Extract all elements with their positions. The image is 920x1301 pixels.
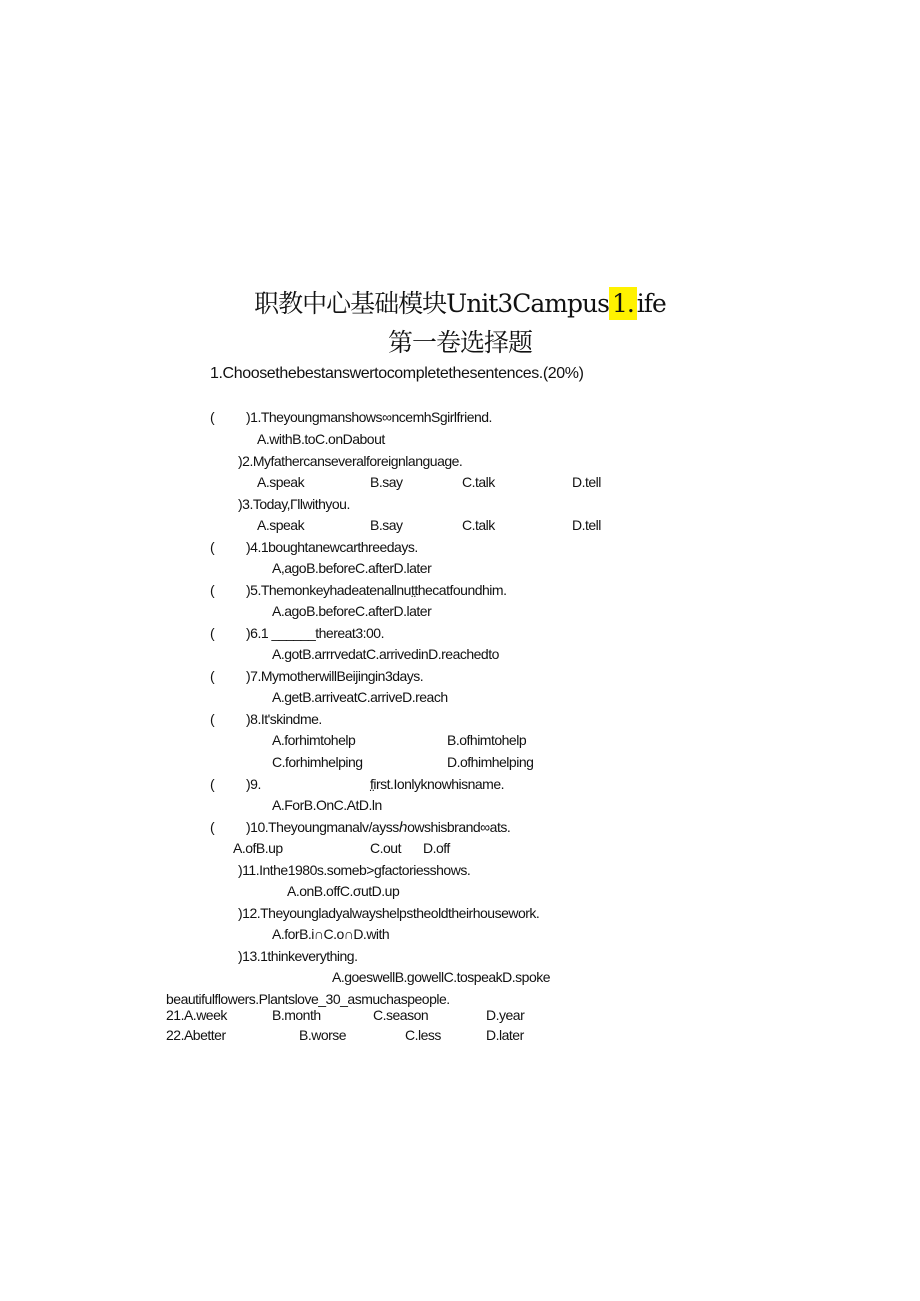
question-8-option-b: B.ofhimtohelp [447, 732, 527, 748]
question-10-option-d: D.off [423, 840, 450, 856]
question-2-option-b: B.say [370, 474, 403, 490]
page-title [0, 284, 920, 320]
title-main: 职教中心基础模块Unit3Campus [254, 289, 609, 318]
question-11: )11.Inthe1980s.someb>gfactoriesshows. [238, 862, 471, 878]
question-21-option-b: B.month [272, 1007, 321, 1023]
question-4: )4.1boughtanewcarthreedays. [246, 539, 418, 555]
title-highlight: 1. [609, 287, 637, 320]
question-7-options: A.getB.arriveatC.arriveD.reach [272, 689, 448, 705]
answer-paren: ( [210, 819, 215, 835]
question-22-option-c: C.less [405, 1027, 441, 1043]
question-21-option-c: C.season [373, 1007, 429, 1023]
question-11-options: A.onB.offC.σutD.up [287, 883, 400, 899]
question-3-option-c: C.talk [462, 517, 495, 533]
question-9-options: A.ForB.OnC.AtD.ln [272, 797, 382, 813]
question-8-option-a: A.forhimtohelp [272, 732, 356, 748]
question-12-options: A.forB.i∩C.o∩D.with [272, 926, 390, 942]
answer-paren: ( [210, 625, 215, 641]
question-1: )1.Theyoungmanshows∞ncemhSgirlfriend. [246, 409, 492, 425]
question-13: )13.1thinkeverything. [238, 948, 358, 964]
answer-paren: ( [210, 668, 215, 684]
question-5-options: A.agoB.beforeC.afterD.later [272, 603, 432, 619]
question-2-option-d: D.tell [572, 474, 601, 490]
question-8-option-d: D.ofhimhelping [447, 754, 534, 770]
answer-paren: ( [210, 776, 215, 792]
question-21-option-a: 21.A.week [166, 1007, 227, 1023]
question-3-option-d: D.tell [572, 517, 601, 533]
question-3-option-b: B.say [370, 517, 403, 533]
question-8-option-c: C.forhimhelping [272, 754, 363, 770]
answer-paren: ( [210, 409, 215, 425]
question-3-option-a: A.speak [257, 517, 305, 533]
question-7: )7.MymotherwillBeijingin3days. [246, 668, 424, 684]
question-6-options: A.gotB.arrrvedatC.arrivedinD.reachedto [272, 646, 499, 662]
question-22-option-b: B.worse [299, 1027, 347, 1043]
question-8: )8.It'skindme. [246, 711, 322, 727]
question-13-options: A.goeswellB.gowellC.tospeakD.spoke [332, 969, 551, 985]
question-10: )10.Theyoungmanalv/ayssℎowshisbrand∞ats. [246, 819, 511, 835]
answer-paren: ( [210, 539, 215, 555]
question-2-option-c: C.talk [462, 474, 495, 490]
question-12: )12.Theyoungladyalwayshelpstheoldtheirhousework. [238, 905, 540, 921]
question-5: )5.Themonkeyhadeatenallnut̤thecatfoundhim. [246, 582, 507, 598]
question-9: )9. [246, 776, 261, 792]
question-10-option-c: C.out [370, 840, 401, 856]
question-22-option-d: D.later [486, 1027, 524, 1043]
question-9-tail: f̤irst.Ionlyknowhisname. [370, 776, 505, 792]
question-1-options: A.withB.toC.onDabout [257, 431, 385, 447]
answer-paren: ( [210, 582, 215, 598]
page-subtitle: 第一卷选择题 [387, 328, 532, 357]
question-10-option-ab: A.ofB.up [233, 840, 283, 856]
question-2-option-a: A.speak [257, 474, 305, 490]
question-6: )6.1 ______thereat3:00. [246, 625, 384, 641]
question-21-option-d: D.year [486, 1007, 525, 1023]
question-22-option-a: 22.Abetter [166, 1027, 226, 1043]
answer-paren: ( [210, 711, 215, 727]
question-2: )2.Myfathercanseveralforeignlanguage. [238, 453, 463, 469]
title-tail: ife [636, 289, 666, 318]
section-instruction: 1.Choosethebestanswertocompletethesentences.(20%) [210, 365, 584, 382]
passage-line: beautifulflowers.Plantslove_30_asmuchaspeople. [166, 991, 450, 1007]
question-4-options: A,agoB.beforeC.afterD.later [272, 560, 432, 576]
question-3: )3.Today,Γllwithyou. [238, 496, 350, 512]
